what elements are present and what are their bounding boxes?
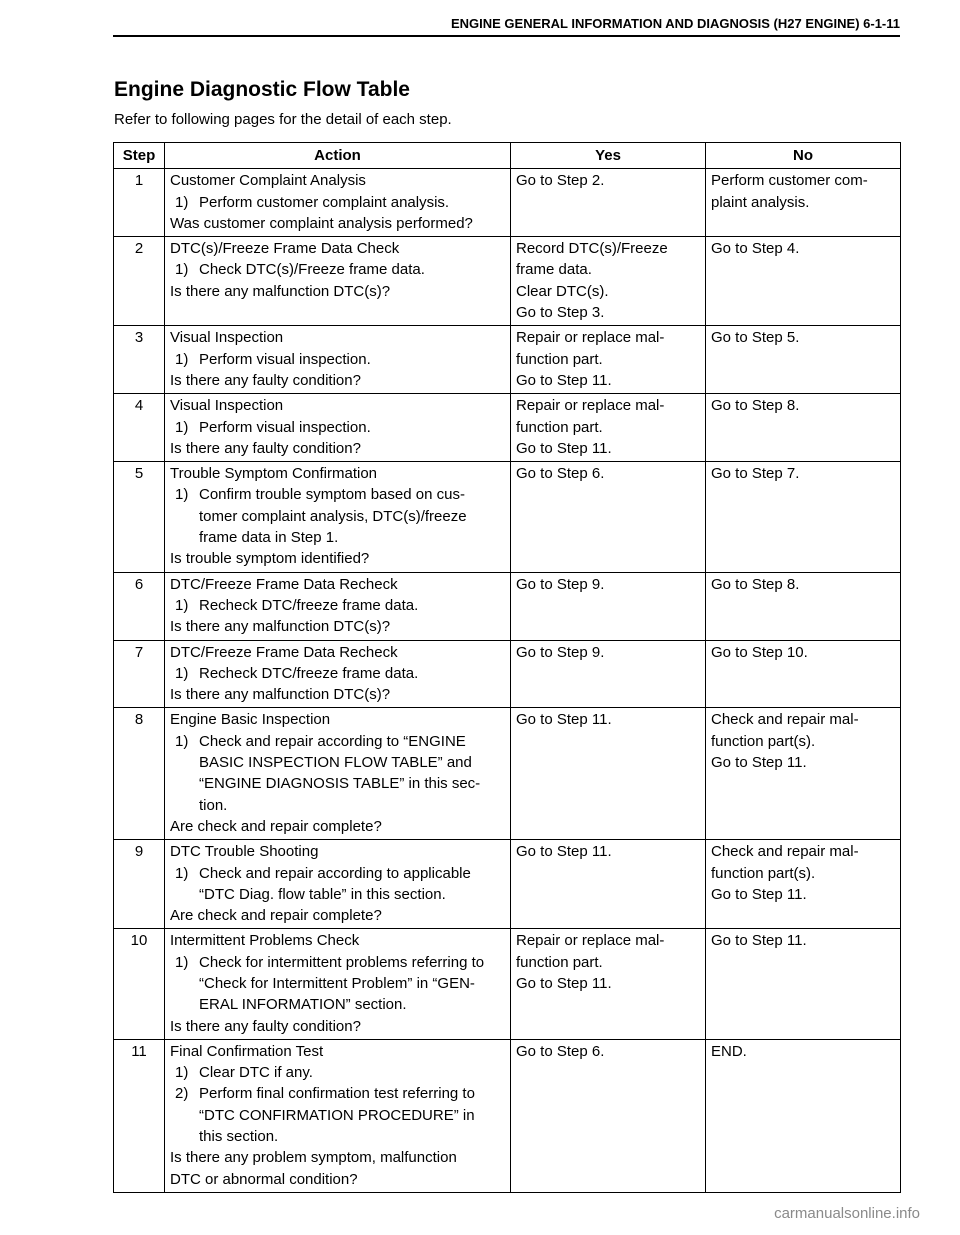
action-heading: Trouble Symptom Confirmation [170,465,378,483]
substep-number: 1) [175,864,189,882]
yes-line: Clear DTC(s). [516,282,609,300]
yes-line: Go to Step 9. [516,575,605,593]
yes-line: Repair or replace mal- [516,397,665,415]
substep-text [199,1083,505,1147]
yes-line: Go to Step 9. [516,643,605,661]
substep-line: tomer complaint analysis, DTC(s)/freeze [199,507,467,525]
substep-line: “DTC CONFIRMATION PROCEDURE” in [199,1106,475,1124]
action-question: Are check and repair complete? [170,907,382,925]
no-line: Go to Step 10. [711,643,808,661]
step-number-cell: 9 [114,840,165,929]
step-number-cell: 2 [114,237,165,326]
no-line: Go to Step 11. [711,932,807,950]
step-number-cell: 1 [114,169,165,237]
substep-text [199,259,505,280]
no-line: function part(s). [711,864,816,882]
no-line: function part(s). [711,732,816,750]
column-header-no: No [706,143,901,169]
diagnostic-flow-table [113,142,901,1193]
table-row [114,462,901,572]
yes-cell [511,640,706,708]
table-row [114,708,901,840]
action-question: Are check and repair complete? [170,817,382,835]
yes-line: frame data. [516,261,592,279]
substep-text [199,595,505,616]
yes-line: Go to Step 3. [516,304,605,322]
no-line: plaint analysis. [711,193,810,211]
action-cell [165,394,511,462]
substep-line: Confirm trouble symptom based on cus- [199,486,465,504]
substep-number: 2) [175,1085,189,1103]
action-question: Is there any faulty condition? [170,371,361,389]
substep-text [199,663,505,684]
substep-text [199,731,505,816]
step-number-cell: 4 [114,394,165,462]
substep-line: tion. [199,796,228,814]
table-row [114,237,901,326]
substep-number: 1) [175,732,189,750]
substep-number: 1) [175,486,189,504]
no-line: Go to Step 11. [711,754,807,772]
yes-line: Repair or replace mal- [516,329,665,347]
substep-text [199,484,505,548]
yes-cell [511,169,706,237]
step-number-cell: 5 [114,462,165,572]
action-question: Was customer complaint analysis performed? [170,214,473,232]
substep-line: “DTC Diag. flow table” in this section. [199,885,446,903]
action-cell [165,462,511,572]
substep-line: Check and repair according to applicable [199,864,471,882]
running-header: ENGINE GENERAL INFORMATION AND DIAGNOSIS (H27 ENGINE) 6-1-11 [450,16,900,31]
action-substep [170,863,505,906]
column-header-step: Step [114,143,165,169]
yes-line: Go to Step 6. [516,1042,605,1060]
action-cell [165,169,511,237]
table-row [114,394,901,462]
no-line: Go to Step 8. [711,575,800,593]
table-row [114,169,901,237]
action-question: Is there any malfunction DTC(s)? [170,686,391,704]
no-cell [706,394,901,462]
substep-text [199,417,505,438]
action-question: Is there any faulty condition? [170,439,361,457]
page-title: Engine Diagnostic Flow Table [114,78,410,101]
step-number-cell: 11 [114,1039,165,1192]
step-number-cell: 6 [114,572,165,640]
action-question: DTC or abnormal condition? [170,1170,358,1188]
yes-cell [511,840,706,929]
yes-line: Go to Step 11. [516,974,612,992]
action-heading: Customer Complaint Analysis [170,172,366,190]
action-substep [170,952,505,1016]
substep-line: “ENGINE DIAGNOSIS TABLE” in this sec- [199,775,481,793]
action-cell [165,640,511,708]
substep-number: 1) [175,261,189,279]
substep-line: “Check for Intermittent Problem” in “GEN- [199,974,475,992]
step-number-cell: 7 [114,640,165,708]
yes-cell [511,572,706,640]
action-question: Is trouble symptom identified? [170,550,370,568]
substep-line: BASIC INSPECTION FLOW TABLE” and [199,754,472,772]
action-heading: Intermittent Problems Check [170,932,360,950]
substep-number: 1) [175,1064,189,1082]
substep-line: this section. [199,1128,279,1146]
substep-number: 1) [175,350,189,368]
no-cell [706,1039,901,1192]
yes-line: Go to Step 11. [516,843,612,861]
no-line: Check and repair mal- [711,711,859,729]
table-body [114,169,901,1193]
step-number-cell: 3 [114,326,165,394]
no-line: Perform customer com- [711,172,868,190]
substep-line: Check DTC(s)/Freeze frame data. [199,261,425,279]
yes-line: Repair or replace mal- [516,932,665,950]
substep-line: frame data in Step 1. [199,529,339,547]
step-number-cell: 8 [114,708,165,840]
yes-line: Go to Step 6. [516,465,605,483]
no-cell [706,708,901,840]
no-cell [706,929,901,1039]
yes-line: Go to Step 11. [516,439,612,457]
no-cell [706,572,901,640]
no-line: Go to Step 11. [711,885,807,903]
substep-line: Perform visual inspection. [199,350,371,368]
action-substep [170,349,505,370]
substep-line: Recheck DTC/freeze frame data. [199,596,419,614]
no-line: Go to Step 5. [711,329,800,347]
action-cell [165,237,511,326]
action-substep [170,259,505,280]
no-line: Check and repair mal- [711,843,859,861]
action-substep [170,1062,505,1083]
no-line: Go to Step 8. [711,397,800,415]
action-substep [170,1083,505,1147]
yes-line: function part. [516,953,603,971]
no-cell [706,840,901,929]
no-cell [706,462,901,572]
action-question: Is there any malfunction DTC(s)? [170,282,391,300]
header-rule [113,35,900,37]
action-heading: DTC Trouble Shooting [170,843,319,861]
watermark: carmanualsonline.info [774,1205,920,1222]
column-header-yes: Yes [511,143,706,169]
yes-line: function part. [516,418,603,436]
no-cell [706,169,901,237]
action-heading: DTC/Freeze Frame Data Recheck [170,643,398,661]
action-heading: Visual Inspection [170,329,284,347]
action-cell [165,929,511,1039]
action-question: Is there any problem symptom, malfunction [170,1149,457,1167]
substep-line: Perform final confirmation test referring to [199,1085,475,1103]
substep-number: 1) [175,418,189,436]
substep-text [199,863,505,906]
yes-line: Go to Step 2. [516,172,605,190]
table-row [114,640,901,708]
action-heading: DTC(s)/Freeze Frame Data Check [170,240,400,258]
action-cell [165,708,511,840]
action-heading: DTC/Freeze Frame Data Recheck [170,575,398,593]
action-question: Is there any faulty condition? [170,1017,361,1035]
no-line: END. [711,1042,747,1060]
action-heading: Visual Inspection [170,397,284,415]
yes-cell [511,708,706,840]
substep-number: 1) [175,953,189,971]
table-header-row [114,143,901,169]
substep-text [199,952,505,1016]
no-line: Go to Step 4. [711,240,800,258]
yes-line: function part. [516,350,603,368]
table-row [114,1039,901,1192]
table-row [114,840,901,929]
substep-number: 1) [175,664,189,682]
action-cell [165,840,511,929]
no-line: Go to Step 7. [711,465,800,483]
action-substep [170,663,505,684]
substep-line: Recheck DTC/freeze frame data. [199,664,419,682]
action-heading: Engine Basic Inspection [170,711,331,729]
table-row [114,929,901,1039]
substep-text [199,1062,505,1083]
action-substep [170,192,505,213]
no-cell [706,237,901,326]
substep-text [199,349,505,370]
yes-cell [511,1039,706,1192]
yes-cell [511,237,706,326]
yes-cell [511,462,706,572]
action-substep [170,484,505,548]
no-cell [706,326,901,394]
yes-line: Go to Step 11. [516,711,612,729]
substep-line: Perform visual inspection. [199,418,371,436]
substep-number: 1) [175,596,189,614]
substep-line: Perform customer complaint analysis. [199,193,450,211]
action-cell [165,326,511,394]
step-number-cell: 10 [114,929,165,1039]
action-cell [165,572,511,640]
yes-cell [511,326,706,394]
substep-line: Clear DTC if any. [199,1064,313,1082]
column-header-action: Action [165,143,511,169]
table-row [114,572,901,640]
substep-line: ERAL INFORMATION” section. [199,996,407,1014]
action-substep [170,595,505,616]
action-substep [170,417,505,438]
substep-line: Check and repair according to “ENGINE [199,732,466,750]
intro-text: Refer to following pages for the detail of each step. [114,111,452,128]
action-question: Is there any malfunction DTC(s)? [170,618,391,636]
table-row [114,326,901,394]
action-substep [170,731,505,816]
substep-number: 1) [175,193,189,211]
action-heading: Final Confirmation Test [170,1042,324,1060]
substep-text [199,192,505,213]
action-cell [165,1039,511,1192]
yes-line: Go to Step 11. [516,371,612,389]
yes-cell [511,929,706,1039]
yes-line: Record DTC(s)/Freeze [516,240,668,258]
yes-cell [511,394,706,462]
substep-line: Check for intermittent problems referring to [199,953,485,971]
no-cell [706,640,901,708]
